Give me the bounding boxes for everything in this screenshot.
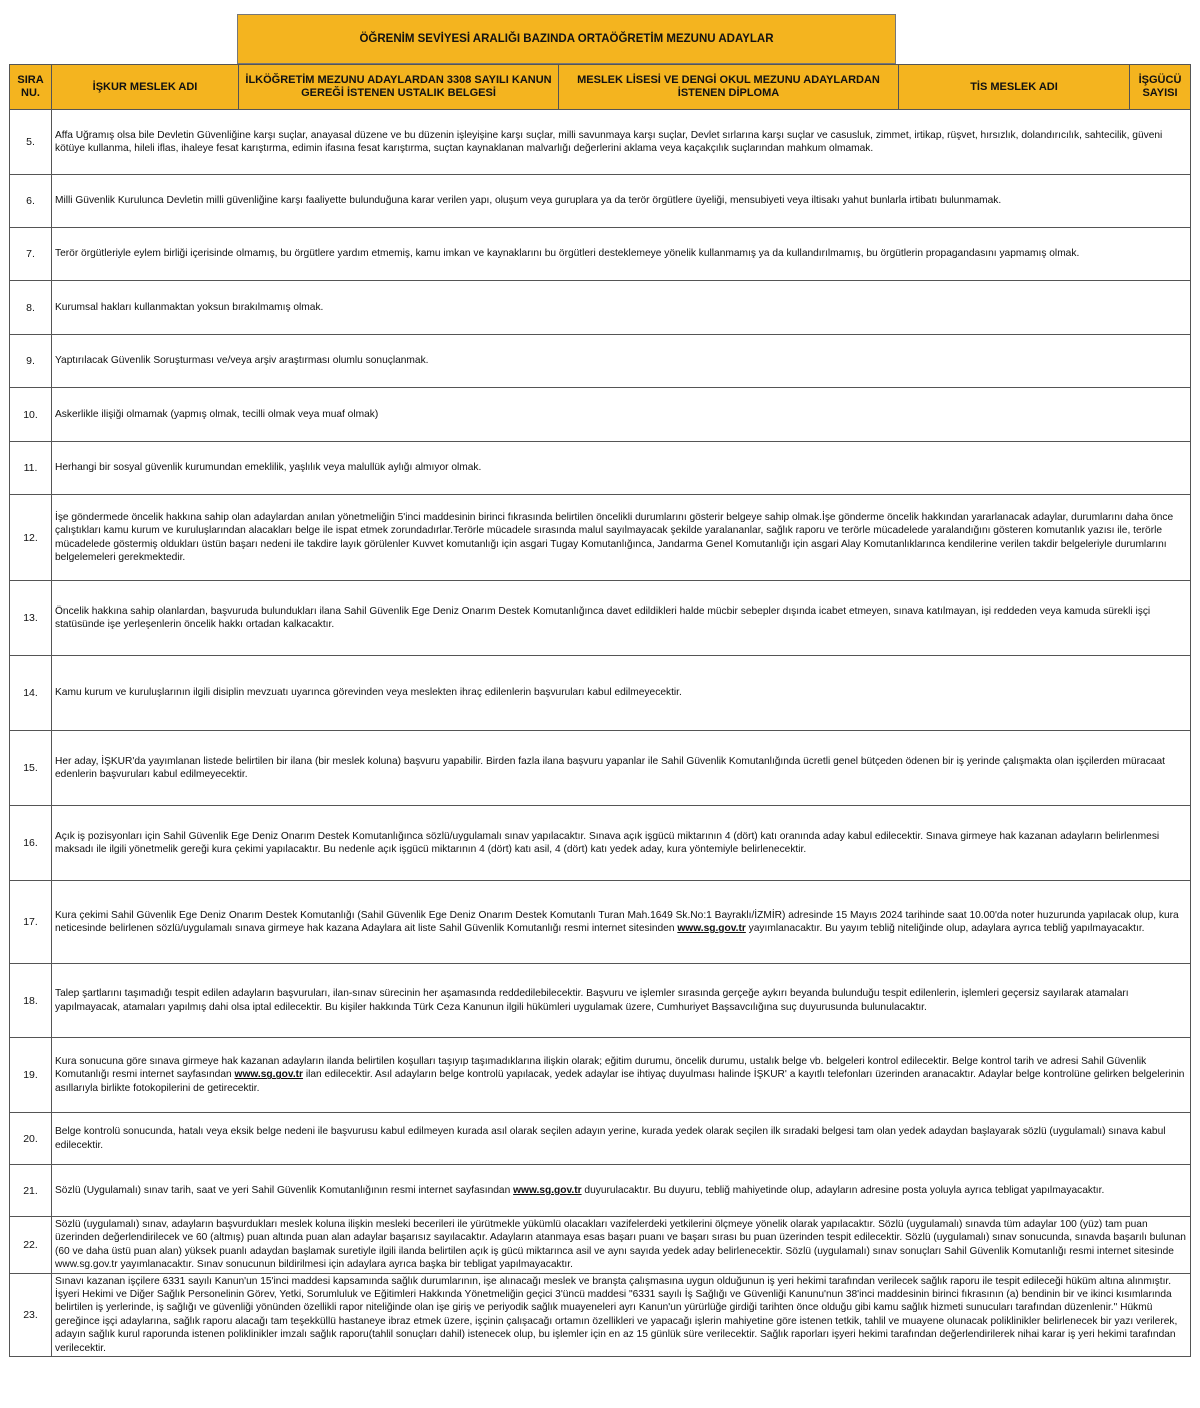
table-header-row (10, 65, 1191, 110)
row-text-cell (52, 1038, 1191, 1113)
requirements-table (9, 64, 1191, 1357)
row-number: 11. (10, 442, 52, 495)
table-row (10, 806, 1191, 881)
row-text-cell (52, 581, 1191, 656)
table-row (10, 1217, 1191, 1274)
website-link[interactable]: www.sg.gov.tr (677, 923, 746, 934)
row-number: 19. (10, 1038, 52, 1113)
table-row (10, 881, 1191, 964)
row-text: Sözlü (Uygulamalı) sınav tarih, saat ve yeri Sahil Güvenlik Komutanlığının resmi internet sayfasından (55, 1184, 514, 1196)
table-row (10, 1273, 1191, 1356)
row-number: 17. (10, 881, 52, 964)
row-text: Milli Güvenlik Kurulunca Devletin milli güvenliğine karşı faaliyette bulunduğuna karar verilen yapı, oluşum veya guruplara ya da terör örgütlere üyeliği, mensubiyeti veya iltisakı yahut bunlarla irtibatı bulunmamak. (55, 195, 1002, 207)
table-row (10, 388, 1191, 442)
row-text-cell (52, 388, 1191, 442)
row-text-cell (52, 442, 1191, 495)
row-number: 12. (10, 495, 52, 581)
row-text: Belge kontrolü sonucunda, hatalı veya eksik belge nedeni ile başvurusu kabul edilmeyen kurada asıl olarak seçilen adayın yerine, kurada yedek olarak seçilen ilk sıradaki belgesi tam olan yedek adaydan başlayarak sözlü (uygulamalı) sınava kabul edilecektir. (55, 1126, 1166, 1151)
row-number: 18. (10, 964, 52, 1038)
header-sira: SIRA NU. (10, 65, 52, 110)
table-row (10, 442, 1191, 495)
row-text: Kurumsal hakları kullanmaktan yoksun bırakılmamış olmak. (55, 301, 324, 313)
table-row (10, 175, 1191, 228)
row-text: Talep şartlarını taşımadığı tespit edilen adayların başvuruları, ilan-sınav sürecinin her aşamasında reddedilebilecektir. Başvuru ve işlemler sırasında gerçeğe aykırı beyanda bulunduğu tespit edilenlerin, işlemleri geçersiz sayılarak atamaları yapılmayacak, atamaları yapılmış dahi olsa iptal edilecektir. Bu kişiler hakkında Türk Ceza Kanunun ilgili hükümleri uygulamak üzere, Cumhuriyet Başsavcılığına suç duyurusunda bulunulacaktır. (55, 988, 1129, 1013)
row-text: Herhangi bir sosyal güvenlik kurumundan emeklilik, yaşlılık veya malullük aylığı almıyor olmak. (55, 462, 482, 474)
row-text-cell (52, 228, 1191, 281)
row-text: Affa Uğramış olsa bile Devletin Güvenliğine karşı suçlar, anayasal düzene ve bu düzenin işleyişine karşı suçlar, milli savunmaya karşı suçlar, Devlet sırlarına karşı suçlar ve casusluk, zimmet, irtikap, rüşvet, hırsızlık, dolandırıcılık, sahtecilik, güveni kötüye kullanma, hileli iflas, ihaleye fesat karıştırma, edimin ifasına fesat karıştırma, suçtan kaynaklanan malvarlığı değerlerini aklama veya kaçakçılık suçlarından mahkum olmamak. (55, 129, 1163, 154)
row-text-cell (52, 110, 1191, 175)
row-text: Öncelik hakkına sahip olanlardan, başvuruda bulundukları ilana Sahil Güvenlik Ege Deniz Onarım Destek Komutanlığınca davet edildikleri halde mücbir sebepler dışında icabet etmeyen, sınava katılmayan, işi reddeden veya kamuda sürekli işçi statüsünde işe yerleşenlerin öncelik hakkı ortadan kalkacaktır. (55, 605, 1151, 630)
row-text: Sözlü (uygulamalı) sınav, adayların başvurdukları meslek koluna ilişkin mesleki becerileri ile yürütmekle yükümlü olacakları vazifelerdeki yetkilerini ölçmeye yönelik olarak yapılacaktır. Sözlü (uygulamalı) sınavda tüm adaylar 100 (yüz) tam puan üzerinden değerlendirilecek ve 60 (altmış) puan altında puan alan adaylar başarısız sayılacaktır. Adayların atanmaya esas başarı puanı ve başarı sırası bu puan üzerinden tespit edilecektir. Sözlü (uygulamalı) sınav sonucunda, sınavda başarılı bulunan (60 ve daha üstü puan alan) yüksek puanlı adaydan başlamak suretiyle ilgili ilanda belirtilen açık iş gücü miktarınca asil ve aynı sayıda yedek aday belirlenecektir. Sözlü (uygulamalı) sınav sonuçları Sahil Güvenlik Komutanlığı resmi internet sitesinde www.sg.gov.tr yayımlanacaktır. Sınav sonucunun bildirilmesi için adaylara ayrıca başka bir tebligat yapılmayacaktır. (55, 1219, 1186, 1271)
row-number: 16. (10, 806, 52, 881)
row-number: 8. (10, 281, 52, 335)
table-row (10, 110, 1191, 175)
table-row (10, 964, 1191, 1038)
row-number: 9. (10, 335, 52, 388)
row-number: 5. (10, 110, 52, 175)
row-text-after-link: ilan edilecektir. Asıl adayların belge kontrolü yapılacak, yedek adaylar ise ihtiyaç duyulması halinde İŞKUR' a kayıtlı telefonları üzerinden aranacaktır. Adaylar belge kontrolüne gelirken belgelerinin asıllarıyla birlikte fotokopilerini de getirecektir. (55, 1069, 1185, 1094)
header-tis-meslek-adi: TİS MESLEK ADI (899, 65, 1130, 110)
row-text-cell (52, 881, 1191, 964)
row-number: 13. (10, 581, 52, 656)
row-text-cell (52, 656, 1191, 731)
row-text-cell (52, 495, 1191, 581)
row-text-cell (52, 335, 1191, 388)
row-text-cell (52, 1273, 1191, 1356)
row-number: 14. (10, 656, 52, 731)
row-text: Yaptırılacak Güvenlik Soruşturması ve/veya arşiv araştırması olumlu sonuçlanmak. (55, 355, 429, 367)
row-number: 21. (10, 1165, 52, 1217)
row-text: Kamu kurum ve kuruluşlarının ilgili disiplin mevzuatı uyarınca görevinden veya meslekten ihraç edilenlerin başvuruları kabul edilmeyecektir. (55, 687, 682, 699)
row-number: 6. (10, 175, 52, 228)
row-number: 22. (10, 1217, 52, 1274)
header-ustalik-belgesi: İLKÖĞRETİM MEZUNU ADAYLARDAN 3308 SAYILI KANUN GEREĞİ İSTENEN USTALIK BELGESİ (239, 65, 559, 110)
table-row (10, 495, 1191, 581)
table-body (10, 110, 1191, 1357)
row-text-cell (52, 806, 1191, 881)
row-text: Terör örgütleriyle eylem birliği içerisinde olmamış, bu örgütlere yardım etmemiş, kamu imkan ve kaynaklarını bu örgütleri desteklemeye yönelik kullanmamış ya da kullandırılmamış, bu örgütlerin propagandasını yapmamış olmak. (55, 248, 1080, 260)
website-link[interactable]: www.sg.gov.tr (234, 1069, 304, 1081)
row-text-cell (52, 1165, 1191, 1217)
row-number: 15. (10, 731, 52, 806)
section-banner: ÖĞRENİM SEVİYESİ ARALIĞI BAZINDA ORTAÖĞRETİM MEZUNU ADAYLAR (237, 14, 896, 64)
row-text: Sınavı kazanan işçilere 6331 sayılı Kanun'un 15'inci maddesi kapsamında sağlık durumlarının, işe alınacağı meslek ve branşta çalışmasına uygun olduğunun iş yeri hekimi tarafından verilecek sağlık raporu ile tespit edileceği hüküm altına alınmıştır. İşyeri Hekimi ve Diğer Sağlık Personelinin Görev, Yetki, Sorumluluk ve Eğitimleri Hakkında Yönetmeliğin geçici 3'üncü maddesi "6331 sayılı İş Sağlığı ve Güvenliği Kanunu'nun 38'inci maddesinin birinci fıkrasının (a) bendinin bir ve ikinci kısımlarında belirtilen iş yerlerinde, iş sağlığı ve güvenliği yönünden özellikli rapor niteliğinde olan işe giriş ve periyodik sağlık muayeneleri ayrı Kanun'un yürürlüğe girdiği tarihten önce olduğu gibi kamu sağlık hizmeti sunucuları tarafından düzenlenir." Hükmü gereğince işçi adaylarına, sağlık raporu alacağı tam teşekküllü hastaneye ibraz etmek üzere, işçinin çalışacağı ortamın özellikleri ve yapacağı işlerin mahiyetine göre istenen tetkik, tahlil ve muayene olunacak poliklinikler belirlenecek bir yazı verilerek, adayın sağlık kurul raporunda istenen poliklinikler imzalı sağlık raporu(tahlil sonuçları dahil) istenecek olup, bu işlemler için en az 15 günlük süre verilecektir. Sağlık raporları işyeri hekimi tarafından değerlendirilerek nihai karar iş yeri hekimi tarafından verilecektir. (55, 1275, 1178, 1354)
row-number: 10. (10, 388, 52, 442)
row-text-cell (52, 964, 1191, 1038)
header-meslek-adi: İŞKUR MESLEK ADI (52, 65, 239, 110)
table-row (10, 335, 1191, 388)
row-text: Kura çekimi Sahil Güvenlik Ege Deniz Onarım Destek Komutanlığı (Sahil Güvenlik Ege Deniz Onarım Destek Komutanlı Turan Mah.1649 Sk.No:1 Bayraklı/İZMİR) adresinde 15 Mayıs 2024 tarihinde saat 10.00'da noter huzurunda yapılacak olup, kura neticesinde belirlenen sözlü/uygulamalı sınava girmeye hak kazana Adaylara ait liste Sahil Güvenlik Komutanlığı resmi internet sitesinden (55, 909, 1179, 934)
header-isgucu-sayisi: İŞGÜCÜ SAYISI (1130, 65, 1191, 110)
table-row (10, 1038, 1191, 1113)
table-row (10, 656, 1191, 731)
header-diploma: MESLEK LİSESİ VE DENGİ OKUL MEZUNU ADAYLARDAN İSTENEN DİPLOMA (559, 65, 899, 110)
website-link[interactable]: www.sg.gov.tr (513, 1184, 582, 1196)
table-row (10, 731, 1191, 806)
row-text-cell (52, 1217, 1191, 1274)
row-text: İşe göndermede öncelik hakkına sahip olan adaylardan anılan yönetmeliğin 5'inci maddesinin birinci fıkrasında belirtilen öncelikli durumlarını gösterir belgeye sahip olmak.İşe gönderme öncelik hakkından yararlanacak adaylar, durumlarını daha önce çalıştıkları kamu kurum ve kuruluşlarından alacakları belge ile ispat etmek zorundadırlar.Terörle mücadele sırasında malul sayılmayacak şekilde yaralananlar, sağlık raporu ve terörle mücadelede yaralandığını gösteren komutanlık yazısı ile, terörle mücadelede göstermiş oldukları üstün başarı nedeni ile takdire layık görülenler Kuvvet komutanlığı için asgari Tugay Komutanlığınca, Jandarma Genel Komutanlığı için asgari Alay Komutanlıklarınca kendilerine verilen takdir belgeleriyle durumlarını belgelemeleri gerekmektedir. (55, 511, 1174, 563)
row-text: Her aday, İŞKUR'da yayımlanan listede belirtilen bir ilana (bir meslek koluna) başvuru yapabilir. Birden fazla ilana başvuru yapanlar ile Sahil Güvenlik Komutanlığında ücretli genel bütçeden ödenen bir iş yerinde çalışmakta olan işçilerden müracaat edenlerin başvuruları kabul edilmeyecektir. (55, 755, 1165, 780)
row-text-cell (52, 731, 1191, 806)
row-text-cell (52, 175, 1191, 228)
row-text-after-link: yayımlanacaktır. Bu yayım tebliğ niteliğinde olup, adaylara ayrıca tebliğ yapılmayacaktır. (745, 923, 1145, 934)
row-text: Açık iş pozisyonları için Sahil Güvenlik Ege Deniz Onarım Destek Komutanlığınca sözlü/uygulamalı sınav yapılacaktır. Sınava açık işgücü miktarının 4 (dört) katı oranında aday kabul edilecektir. Sınava girmeye hak kazanan adayların belirlenmesi maksadı ile ilgili yönetmelik gereği kura çekimi yapılacaktır. Bu nedenle açık işgücü miktarının 4 (dört) katı asil, 4 (dört) katı yedek aday, kura yöntemiyle belirlenecektir. (55, 830, 1160, 855)
table-row (10, 1113, 1191, 1165)
table-row (10, 281, 1191, 335)
row-text-cell (52, 1113, 1191, 1165)
row-number: 7. (10, 228, 52, 281)
row-text-cell (52, 281, 1191, 335)
row-text: Askerlikle ilişiği olmamak (yapmış olmak, tecilli olmak veya muaf olmak) (55, 408, 379, 420)
row-text-after-link: duyurulacaktır. Bu duyuru, tebliğ mahiyetinde olup, adayların adresine posta yoluyla ayrıca tebligat yapılmayacaktır. (581, 1184, 1105, 1196)
table-row (10, 581, 1191, 656)
table-row (10, 1165, 1191, 1217)
row-number: 23. (10, 1273, 52, 1356)
row-text: Kura sonucuna göre sınava girmeye hak kazanan adayların ilanda belirtilen koşulları taşıyıp taşımadıklarına ilişkin olarak; eğitim durumu, öncelik durumu, ustalık belge vb. belgeleri kontrol edilecektir. Belge kontrol tarih ve adresi Sahil Güvenlik Komutanlığı resmi internet sayfasından (55, 1055, 1147, 1081)
row-number: 20. (10, 1113, 52, 1165)
table-row (10, 228, 1191, 281)
